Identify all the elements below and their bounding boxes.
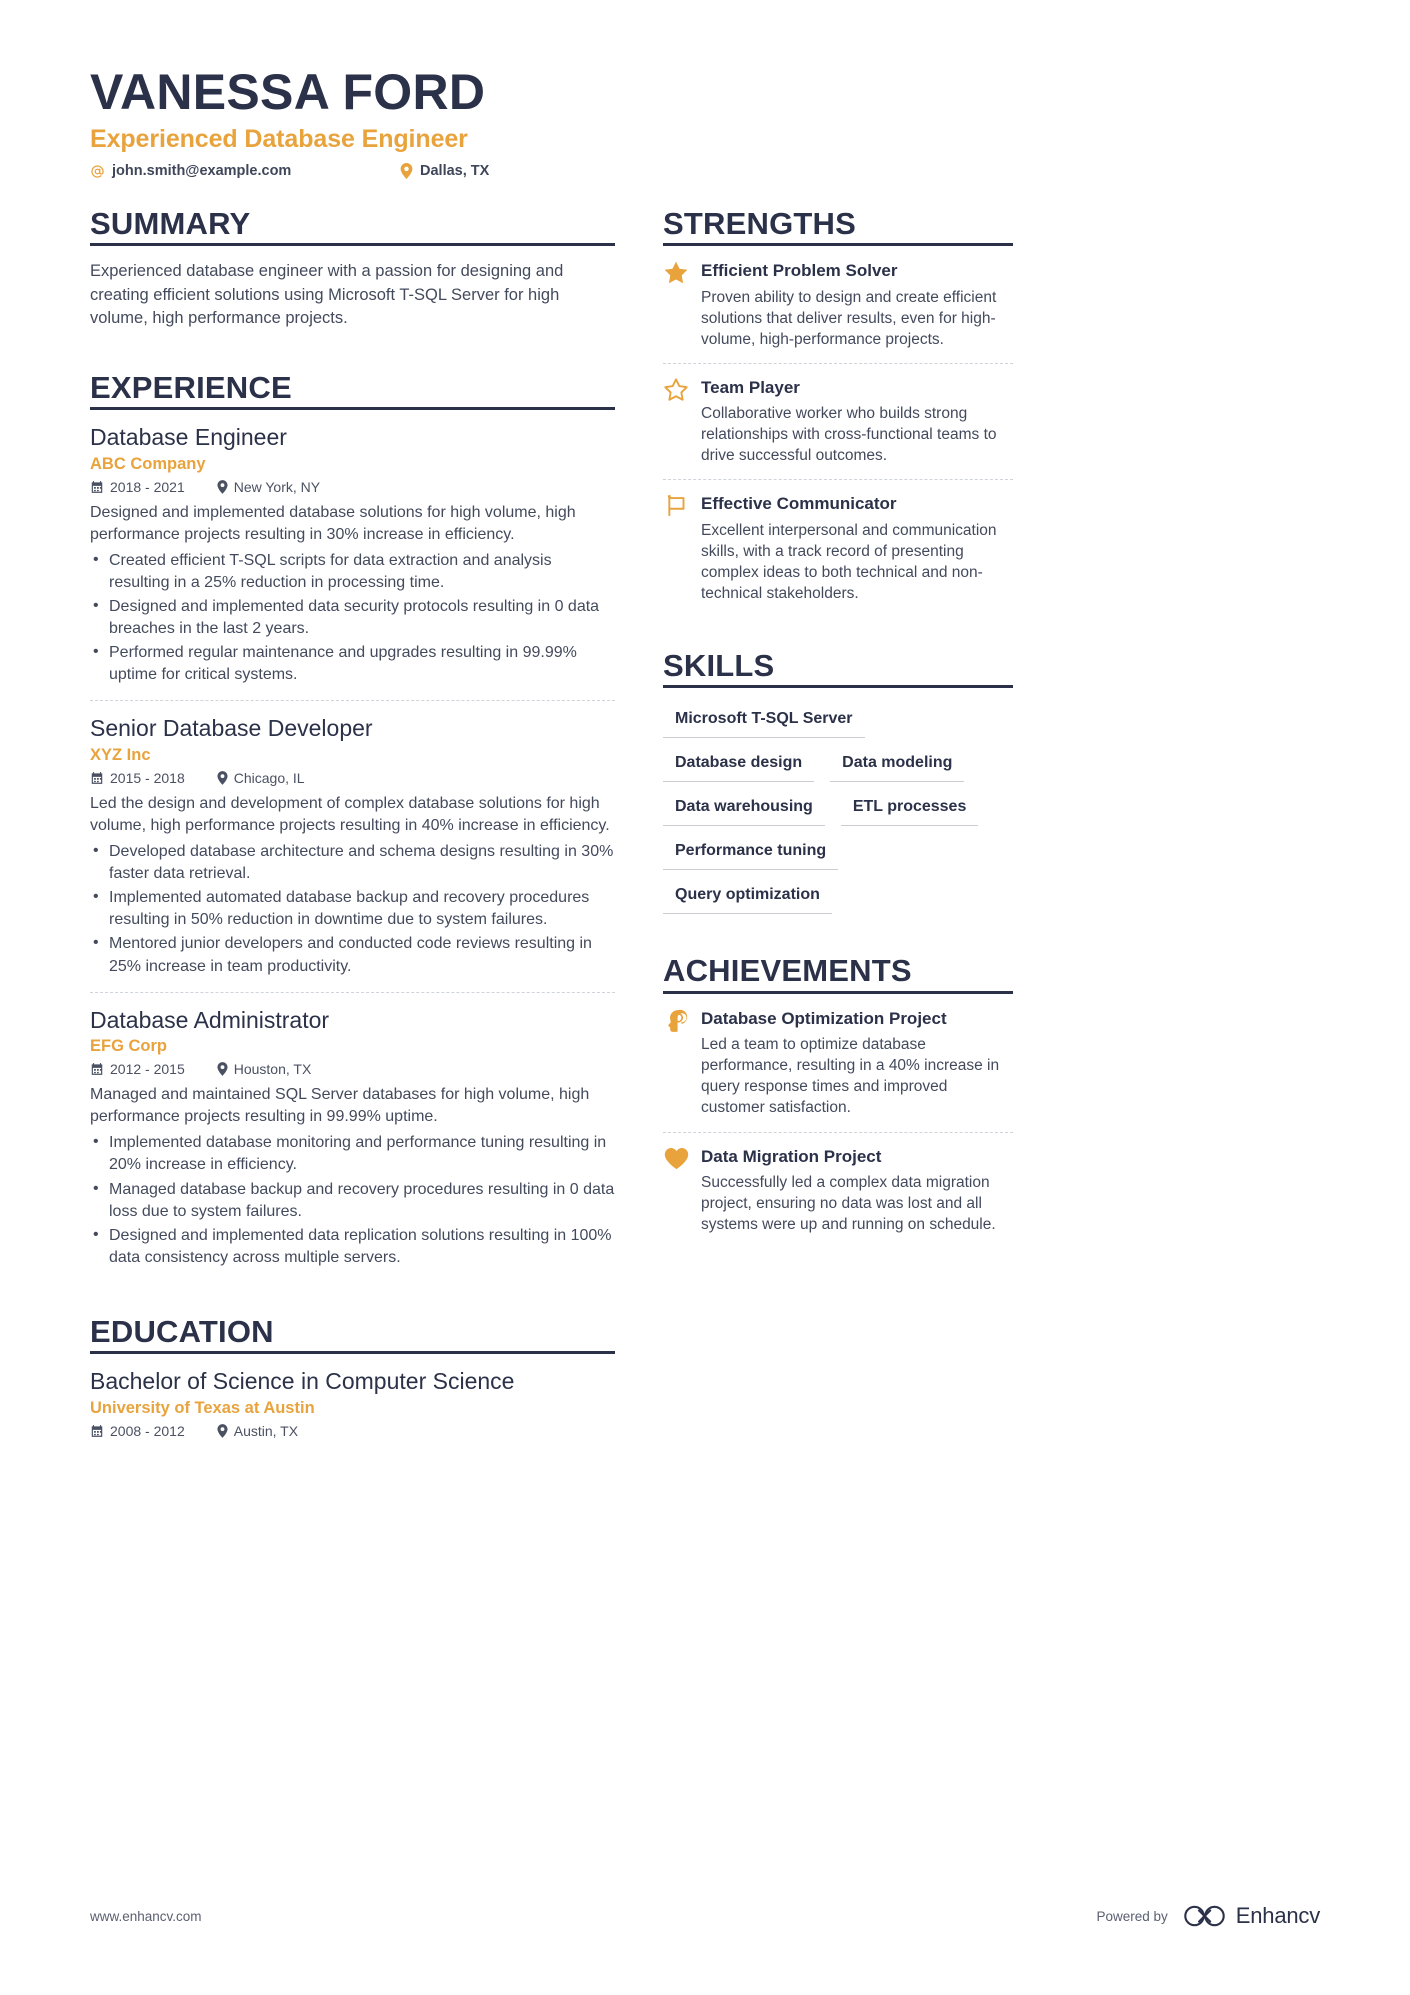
experience-description: Managed and maintained SQL Server databases for high volume, high performance projects resulting in 99.99% uptime.	[90, 1086, 590, 1126]
bullet-item: • Designed and implemented data replication solutions resulting in 100% data consistency across multiple servers.	[90, 1225, 615, 1269]
section-education	[90, 1315, 615, 1458]
entry-dates	[90, 1423, 185, 1439]
contact-location	[400, 163, 489, 179]
strength-text: Collaborative worker who builds strong relationships with cross-functional teams to drive successful outcomes.	[701, 405, 997, 465]
contact-email[interactable]	[90, 163, 400, 179]
resume-header	[90, 66, 1320, 179]
education-degree: Bachelor of Science in Computer Science	[90, 1368, 515, 1395]
entry-dates-text: 2015 - 2018	[110, 770, 185, 787]
strength-body	[701, 260, 1013, 349]
resume-body	[90, 207, 1320, 1464]
experience-company: XYZ Inc	[90, 746, 151, 765]
contact-location-text: Dallas, TX	[420, 163, 490, 179]
strength-item	[663, 260, 1013, 362]
skill-tag: Query optimization	[663, 878, 832, 914]
section-rule	[90, 243, 615, 246]
entry-location	[217, 1423, 298, 1439]
experience-heading: EXPERIENCE	[90, 369, 292, 405]
section-rule	[90, 407, 615, 410]
strengths-heading: STRENGTHS	[663, 206, 856, 241]
experience-company: EFG Corp	[90, 1037, 167, 1056]
section-experience	[90, 371, 615, 1283]
achievement-text: Successfully led a complex data migration project, ensuring no data was lost and all systems were up and running on schedule.	[701, 1173, 996, 1233]
summary-heading: SUMMARY	[90, 206, 251, 241]
education-school: University of Texas at Austin	[90, 1398, 315, 1417]
flag-outline-icon	[663, 493, 689, 604]
experience-role: Senior Database Developer	[90, 715, 373, 742]
strength-title: Team Player	[701, 377, 800, 397]
enhancv-brand	[1182, 1903, 1320, 1929]
entry-meta	[90, 1423, 615, 1439]
entry-dates	[90, 770, 185, 786]
entry-location	[217, 1061, 312, 1077]
strength-body	[701, 493, 1013, 604]
achievement-text: Led a team to optimize database performance, resulting in a 40% increase in query response times and improved customer satisfaction.	[701, 1036, 1000, 1117]
calendar-icon	[90, 1062, 104, 1076]
calendar-icon	[90, 771, 104, 785]
resume-footer	[90, 1903, 1320, 1929]
section-rule	[90, 1351, 615, 1354]
bullet-item: • Designed and implemented data security protocols resulting in 0 data breaches in the last 2 years.	[90, 596, 615, 640]
section-rule	[663, 685, 1013, 688]
experience-entry	[90, 992, 615, 1283]
right-column	[663, 207, 1013, 1254]
section-strengths	[663, 207, 1013, 617]
entry-location	[217, 479, 320, 495]
section-rule	[663, 991, 1013, 994]
achievements-list	[663, 1008, 1013, 1248]
bullet-item: • Mentored junior developers and conducted code reviews resulting in 25% increase in team productivity.	[90, 933, 615, 977]
summary-text: Experienced database engineer with a passion for designing and creating efficient solutions using Microsoft T-SQL Server for high volume, high performance projects.	[90, 262, 564, 328]
footer-brand-area	[1096, 1903, 1320, 1929]
entry-dates-text: 2008 - 2012	[110, 1422, 185, 1439]
achievement-item	[663, 1132, 1013, 1248]
experience-bullets	[90, 841, 615, 977]
skills-heading: SKILLS	[663, 648, 775, 683]
candidate-job-title: Experienced Database Engineer	[90, 125, 468, 153]
entry-location-text: Austin, TX	[233, 1422, 299, 1439]
map-pin-small-icon	[217, 771, 228, 785]
skill-tag: Database design	[663, 746, 814, 782]
section-rule	[663, 243, 1013, 246]
bullet-item: • Managed database backup and recovery procedures resulting in 0 data loss due to system failures.	[90, 1179, 615, 1223]
strength-body	[701, 377, 1013, 466]
calendar-icon	[90, 480, 104, 494]
experience-entry	[90, 700, 615, 991]
skill-tag: Performance tuning	[663, 834, 838, 870]
entry-location	[217, 770, 305, 786]
powered-by-label: Powered by	[1096, 1908, 1168, 1924]
experience-role: Database Engineer	[90, 424, 287, 451]
strength-item	[663, 479, 1013, 617]
calendar-icon	[90, 1424, 104, 1438]
experience-company: ABC Company	[90, 454, 206, 473]
experience-bullets	[90, 1132, 615, 1268]
entry-meta	[90, 479, 615, 495]
entry-dates-text: 2018 - 2021	[110, 478, 185, 495]
section-summary	[90, 207, 615, 331]
skill-tag: Data warehousing	[663, 790, 825, 826]
experience-role: Database Administrator	[90, 1006, 330, 1033]
entry-dates	[90, 479, 185, 495]
bullet-item: • Created efficient T-SQL scripts for data extraction and analysis resulting in a 25% reduction in processing time.	[90, 550, 615, 594]
section-achievements	[663, 954, 1013, 1248]
entry-location-text: Houston, TX	[233, 1061, 312, 1078]
achievement-item	[663, 1008, 1013, 1132]
entry-dates	[90, 1061, 185, 1077]
map-pin-small-icon	[217, 1062, 228, 1076]
map-pin-icon	[400, 163, 413, 179]
bullet-item: • Implemented automated database backup and recovery procedures resulting in 50% reduction in downtime due to system failures.	[90, 887, 615, 931]
achievement-title: Database Optimization Project	[701, 1008, 947, 1028]
achievement-title: Data Migration Project	[701, 1146, 882, 1166]
map-pin-small-icon	[217, 480, 228, 494]
education-list	[90, 1368, 615, 1458]
footer-url[interactable]: www.enhancv.com	[90, 1908, 202, 1924]
map-pin-small-icon	[217, 1424, 228, 1438]
strengths-list	[663, 260, 1013, 617]
achievements-heading: ACHIEVEMENTS	[663, 953, 912, 989]
enhancv-brand-name: Enhancv	[1235, 1903, 1320, 1928]
education-heading: EDUCATION	[90, 1313, 274, 1349]
head-profile-icon	[663, 1008, 689, 1119]
entry-meta	[90, 1061, 615, 1077]
experience-description: Led the design and development of complex database solutions for high volume, high performance projects resulting in 40% increase in efficiency.	[90, 795, 610, 835]
star-filled-icon	[663, 260, 689, 349]
enhancv-logo-icon	[1182, 1903, 1228, 1929]
strength-text: Proven ability to design and create efficient solutions that deliver results, even for high-volume, high-performance projects.	[701, 288, 997, 348]
star-outline-icon	[663, 377, 689, 466]
entry-location-text: New York, NY	[233, 478, 321, 495]
bullet-item: • Developed database architecture and schema designs resulting in 30% faster data retrieval.	[90, 841, 615, 885]
bullet-item: • Implemented database monitoring and performance tuning resulting in 20% increase in efficiency.	[90, 1132, 615, 1176]
entry-meta	[90, 770, 615, 786]
entry-dates-text: 2012 - 2015	[110, 1061, 185, 1078]
experience-bullets	[90, 550, 615, 686]
contact-row	[90, 163, 1320, 179]
skills-list	[663, 702, 1013, 922]
education-entry	[90, 1368, 615, 1458]
heart-filled-icon	[663, 1146, 689, 1235]
experience-entry	[90, 424, 615, 700]
skill-tag: Microsoft T-SQL Server	[663, 702, 865, 738]
achievement-body	[701, 1008, 1013, 1119]
strength-title: Efficient Problem Solver	[701, 261, 898, 281]
skill-tag: ETL processes	[841, 790, 979, 826]
left-column	[90, 207, 615, 1464]
experience-list	[90, 424, 615, 1283]
experience-description: Designed and implemented database solutions for high volume, high performance projects resulting in 30% increase in efficiency.	[90, 503, 576, 543]
section-skills	[663, 649, 1013, 922]
candidate-name: VANESSA FORD	[90, 64, 486, 120]
skill-tag: Data modeling	[830, 746, 964, 782]
strength-item	[663, 363, 1013, 479]
entry-location-text: Chicago, IL	[233, 770, 305, 787]
achievement-body	[701, 1146, 1013, 1235]
strength-title: Effective Communicator	[701, 494, 897, 514]
bullet-item: • Performed regular maintenance and upgrades resulting in 99.99% uptime for critical systems.	[90, 642, 615, 686]
at-icon	[90, 164, 105, 179]
contact-email-text: john.smith@example.com	[112, 163, 292, 179]
strength-text: Excellent interpersonal and communication skills, with a track record of presenting complex ideas to both technical and non-technical stakeholders.	[701, 521, 997, 602]
